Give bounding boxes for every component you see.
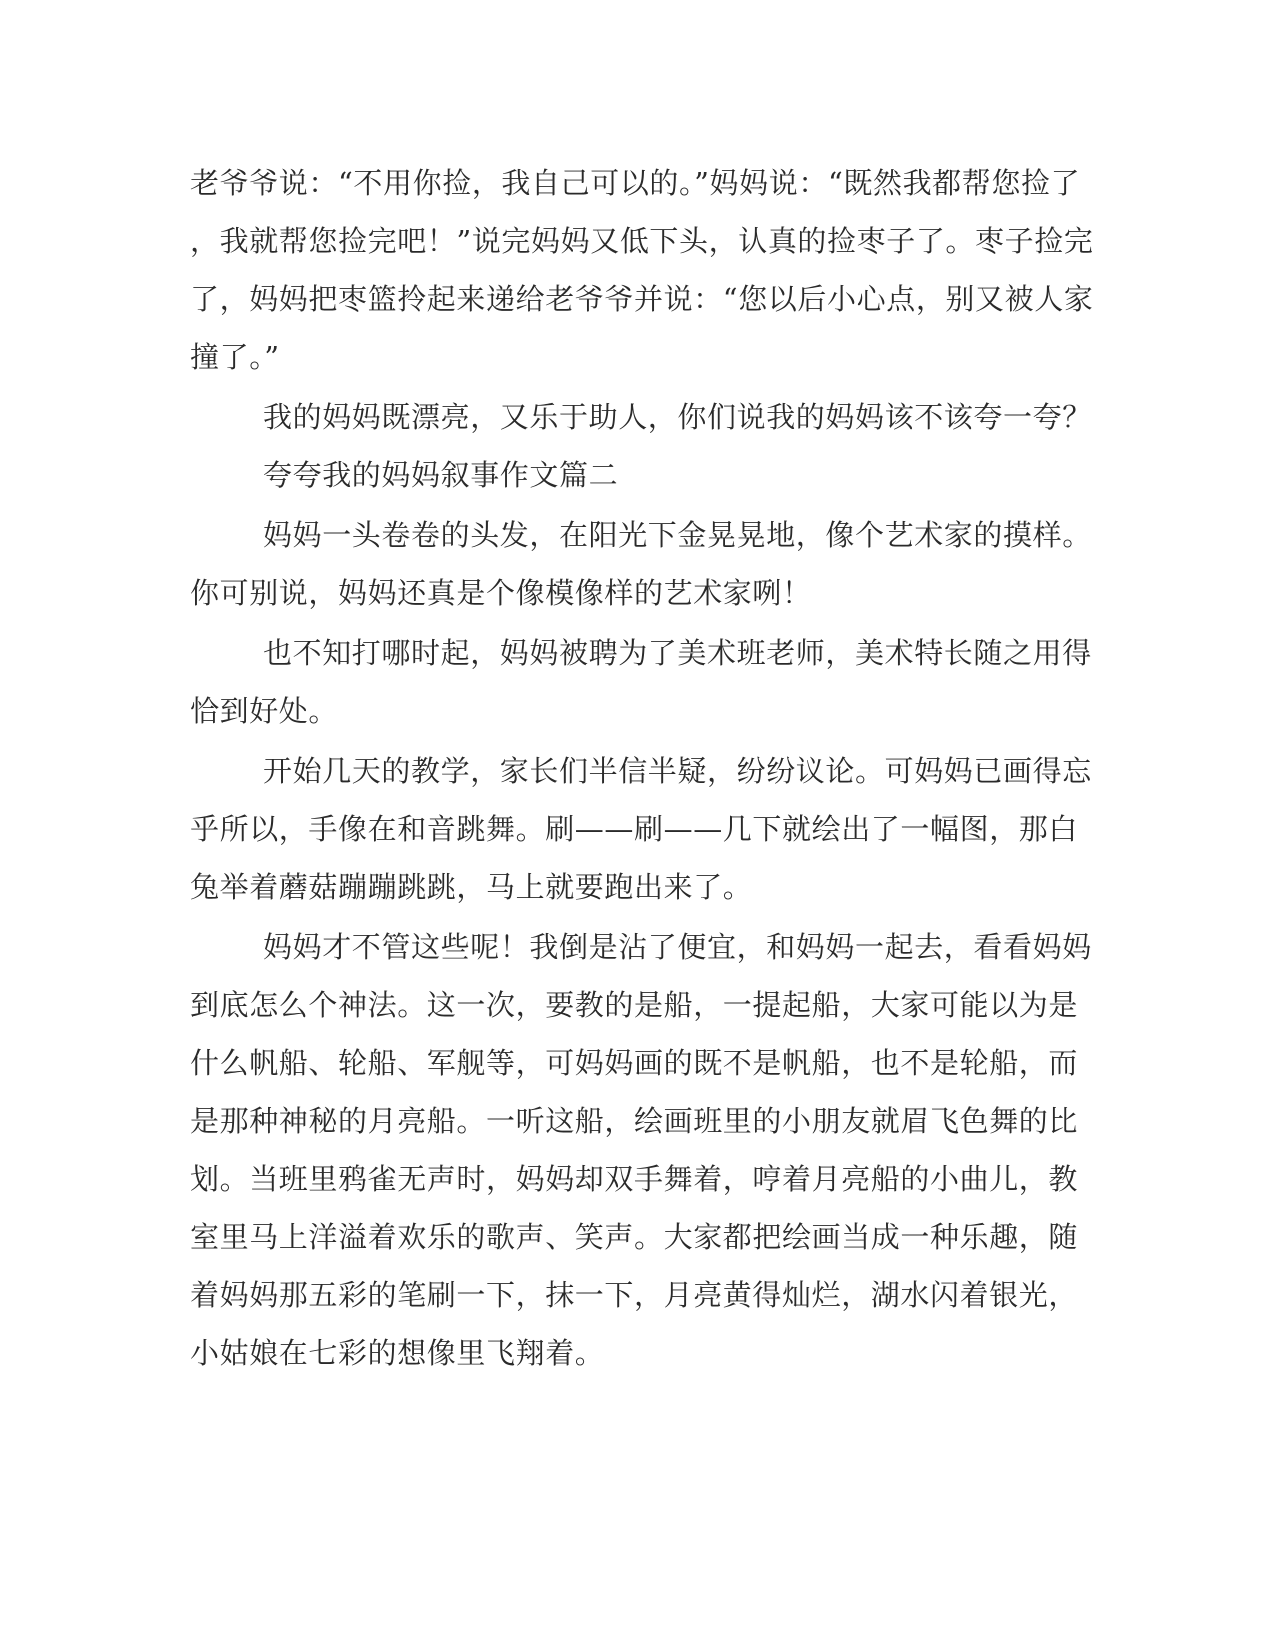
text-line: 老爷爷说：“不用你捡，我自己可以的。”妈妈说：“既然我都帮您捡了 [190,166,1081,200]
text-line: 室里马上洋溢着欢乐的歌声、笑声。大家都把绘画当成一种乐趣，随 [190,1220,1079,1254]
text-line: 着妈妈那五彩的笔刷一下，抹一下，月亮黄得灿烂，湖水闪着银光， [190,1278,1079,1312]
text-line: 也不知打哪时起，妈妈被聘为了美术班老师，美术特长随之用得 [263,636,1092,670]
text-line: 妈妈才不管这些呢！我倒是沾了便宜，和妈妈一起去，看看妈妈 [263,930,1092,964]
text-line: 乎所以，手像在和音跳舞。刷——刷——几下就绘出了一幅图，那白 [190,812,1079,846]
text-line: 我的妈妈既漂亮，又乐于助人，你们说我的妈妈该不该夸一夸？ [263,400,1092,434]
text-line: 兔举着蘑菇蹦蹦跳跳，马上就要跑出来了。 [190,870,753,904]
text-line: 是那种神秘的月亮船。一听这船，绘画班里的小朋友就眉飞色舞的比 [190,1104,1079,1138]
text-line: 撞了。” [190,340,280,374]
text-line: 到底怎么个神法。这一次，要教的是船，一提起船，大家可能以为是 [190,988,1079,1022]
section-heading: 夸夸我的妈妈叙事作文篇二 [263,458,619,492]
text-line: 划。当班里鸦雀无声时，妈妈却双手舞着，哼着月亮船的小曲儿，教 [190,1162,1079,1196]
text-line: 了，妈妈把枣篮拎起来递给老爷爷并说：“您以后小心点，别又被人家 [190,282,1094,316]
text-line: 恰到好处。 [190,694,339,728]
text-line: 小姑娘在七彩的想像里飞翔着。 [190,1336,605,1370]
text-line: ，我就帮您捡完吧！”说完妈妈又低下头，认真的捡枣子了。枣子捡完 [190,224,1094,258]
text-line: 你可别说，妈妈还真是个像模像样的艺术家咧！ [190,576,812,610]
text-line: 妈妈一头卷卷的头发，在阳光下金晃晃地，像个艺术家的摸样。 [263,518,1092,552]
text-line: 开始几天的教学，家长们半信半疑，纷纷议论。可妈妈已画得忘 [263,754,1092,788]
text-line: 什么帆船、轮船、军舰等，可妈妈画的既不是帆船，也不是轮船，而 [190,1046,1079,1080]
